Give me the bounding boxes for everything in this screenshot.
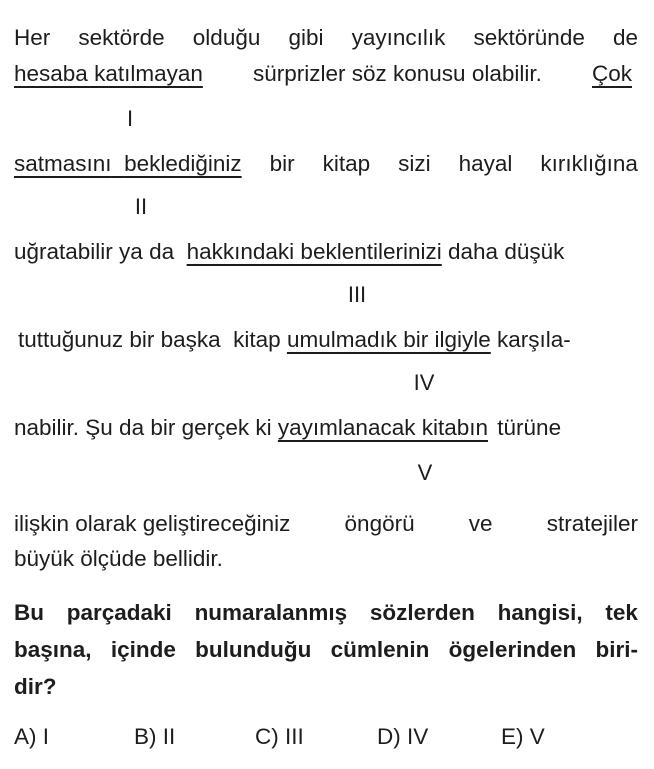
option-a[interactable]: A) I	[14, 724, 50, 749]
numeral-label-3: III	[347, 282, 367, 307]
passage-text: satmasını	[14, 151, 112, 176]
question-stem	[14, 594, 638, 705]
passage-text: uğratabilir ya da	[14, 239, 175, 264]
underlined-phrase-satmasini	[14, 150, 242, 178]
passage-line-8: büyük ölçüde bellidir.	[14, 546, 223, 571]
question-line-3	[14, 668, 638, 705]
underlined-phrase-yayimlanacak: yayımlanacak kitabın	[277, 415, 489, 440]
passage-text: karşıla-	[497, 327, 571, 352]
passage-text: tuttuğunuz bir başka kitap	[18, 327, 281, 352]
word: sektöründe	[473, 25, 585, 50]
passage-text: beklediğiniz	[124, 151, 242, 176]
word: öngörü	[344, 511, 415, 536]
word: cümlenin	[330, 637, 430, 662]
word: gibi	[288, 25, 324, 50]
passage-line-7	[14, 510, 638, 538]
word: hayal	[458, 151, 513, 176]
numeral-label-2: II	[134, 194, 148, 219]
word: stratejiler	[546, 511, 638, 536]
word: ögelerinden	[448, 637, 577, 662]
word: sektörde	[78, 25, 165, 50]
word: ve	[468, 511, 493, 536]
word: içinde	[110, 637, 176, 662]
word: Bu	[14, 600, 44, 625]
underlined-phrase-cok: Çok	[591, 61, 632, 86]
numeral-label-1: I	[126, 106, 134, 131]
passage-line-1	[14, 24, 638, 52]
passage-line-6	[14, 414, 638, 442]
passage-line-5	[18, 326, 638, 354]
option-c[interactable]: C) III	[255, 724, 304, 749]
word: bulunduğu	[195, 637, 312, 662]
passage-text: nabilir. Şu da bir gerçek ki	[14, 415, 272, 440]
word: de	[612, 25, 638, 50]
word: sizi	[398, 151, 431, 176]
numeral-label-4: IV	[413, 370, 435, 395]
word: kırıklığına	[540, 151, 638, 176]
word: sözlerden	[369, 600, 475, 625]
word: biri-	[595, 637, 638, 662]
word: bir	[269, 151, 295, 176]
option-b[interactable]: B) II	[134, 724, 176, 749]
option-d[interactable]: D) IV	[377, 724, 429, 749]
underlined-phrase-hesaba: hesaba katılmayan	[14, 61, 203, 86]
passage-text: türüne	[497, 415, 562, 440]
passage-text: sürprizler söz konusu olabilir.	[252, 61, 542, 86]
underlined-phrase-umulmadik: umulmadık bir ilgiyle	[286, 327, 491, 352]
passage-line-2	[14, 60, 638, 88]
word: numaralanmış	[194, 600, 348, 625]
question-line-1	[14, 594, 638, 631]
question-line-2	[14, 631, 638, 668]
word: başına,	[14, 637, 92, 662]
underlined-phrase-hakkindaki: hakkındaki beklentilerinizi	[186, 239, 442, 264]
passage-text: daha düşük	[448, 239, 565, 264]
numeral-label-5: V	[417, 460, 433, 485]
word: hangisi,	[497, 600, 583, 625]
passage-line-3	[14, 150, 638, 178]
word: parçadaki	[66, 600, 172, 625]
word: kitap	[322, 151, 371, 176]
option-e[interactable]: E) V	[501, 724, 545, 749]
word: yayıncılık	[351, 25, 446, 50]
passage-line-4	[14, 238, 638, 266]
word: Her	[14, 25, 51, 50]
word: dir?	[14, 674, 57, 699]
passage-text: ilişkin olarak geliştireceğiniz	[14, 511, 291, 536]
word: tek	[605, 600, 638, 625]
word: olduğu	[192, 25, 261, 50]
